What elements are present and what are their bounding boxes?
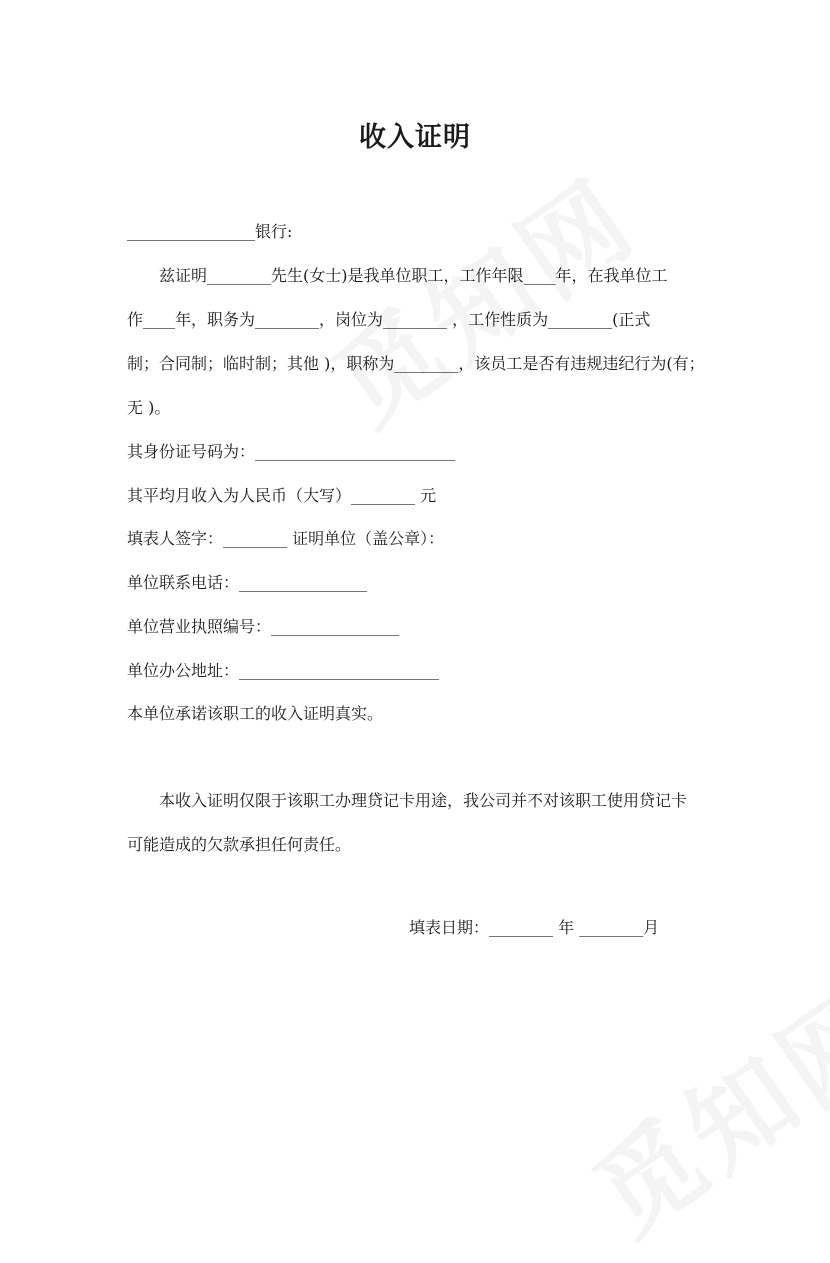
para1-line-3: 制；合同制；临时制；其他 )，职称为________，该员工是否有违规违纪行为(有； bbox=[127, 354, 705, 373]
commitment-line: 本单位承诺该职工的收入证明真实。 bbox=[127, 704, 384, 723]
monthly-income-field: 其平均月收入为人民币（大写）________ 元 bbox=[127, 486, 437, 505]
para1-line-1: 兹证明________先生(女士)是我单位职工，工作年限____年，在我单位工 bbox=[159, 266, 668, 285]
date-line: 填表日期：________ 年 ________月 bbox=[409, 918, 660, 937]
para1-line-4: 无 )。 bbox=[127, 398, 171, 417]
id-number-field: 其身份证号码为：_________________________ bbox=[127, 442, 456, 461]
page-title: 收入证明 bbox=[359, 122, 471, 153]
license-number-field: 单位营业执照编号：________________ bbox=[127, 617, 400, 636]
para1-line-2: 作____年，职务为________，岗位为________ ，工作性质为________(正式 bbox=[127, 310, 651, 329]
disclaimer-line-2: 可能造成的欠款承担任何责任。 bbox=[127, 835, 352, 854]
address-field: 单位办公地址：_________________________ bbox=[127, 661, 440, 680]
phone-field: 单位联系电话：________________ bbox=[127, 573, 368, 592]
watermark bbox=[300, 137, 661, 453]
watermark-bottom bbox=[560, 947, 830, 1263]
disclaimer-line-1: 本收入证明仅限于该职工办理贷记卡用途，我公司并不对该职工使用贷记卡 bbox=[159, 791, 688, 810]
signature-field: 填表人签字：________ 证明单位（盖公章）： bbox=[127, 529, 445, 548]
bank-line: ________________银行: bbox=[127, 222, 293, 241]
